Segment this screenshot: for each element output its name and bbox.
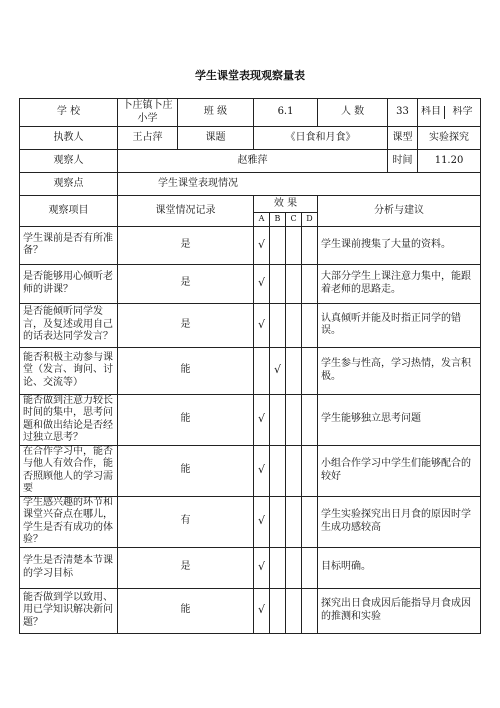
table-row [20,496,481,547]
table-row [20,547,481,588]
grade-c-cell [286,496,302,547]
grade-b-header: B [270,213,286,227]
col-item-header: 观察项目 [20,196,118,227]
row-record: 能 [118,588,254,633]
grade-d-cell [302,264,318,303]
grade-d-header: D [302,213,318,227]
row-analysis: 学生实验探究出日月食的原因时学生成功感较高 [318,496,481,547]
col-analysis-header: 分析与建议 [318,196,481,227]
grade-c-cell [286,394,302,445]
grade-b-cell [270,547,286,588]
grade-c-cell [286,445,302,496]
topic-label: 课题 [178,127,254,150]
grade-d-cell [302,547,318,588]
grade-d-cell [302,588,318,633]
grade-c-header: C [286,213,302,227]
row-analysis: 学生课前搜集了大量的资料。 [318,226,481,264]
row-item: 学生课前是否有所准备？ [20,226,118,264]
row-item: 是否能倾听同学发言，及复述或用自己的话表达同学发言？ [20,303,118,347]
observation-table [19,98,481,634]
column-header-row [20,196,481,213]
row-item: 学生是否清楚本节课的学习目标 [20,547,118,588]
type-value: 实验探究 [418,127,481,150]
grade-d-cell [302,394,318,445]
row-analysis: 探究出日食成因后能指导月食成因的推测和实验 [318,588,481,633]
grade-c-cell [286,347,302,394]
table-row [20,303,481,347]
table-row [20,394,481,445]
header-row-observer [20,150,481,173]
row-item: 能否做到学以致用、用已学知识解决新问题？ [20,588,118,633]
count-value: 33 [388,99,418,127]
page-title: 学生课堂表现观察量表 [195,69,305,82]
row-record: 是 [118,226,254,264]
check-mark-cell: √ [254,394,270,445]
grade-c-cell [286,547,302,588]
observer-label: 观察人 [20,150,118,173]
school-value: 卜庄镇卜庄小学 [118,99,178,127]
row-analysis: 目标明确。 [318,547,481,588]
point-label: 观察点 [20,173,118,196]
observer-value: 赵雅萍 [118,150,388,173]
grade-d-cell [302,303,318,347]
grade-d-cell [302,347,318,394]
grade-b-cell [270,445,286,496]
subject-value: 科学 [452,106,473,118]
check-mark-cell: √ [254,226,270,264]
table-row [20,347,481,394]
grade-a-cell [254,347,270,394]
row-record: 有 [118,496,254,547]
grade-c-cell [286,588,302,633]
table-row [20,226,481,264]
teacher-label: 执教人 [20,127,118,150]
header-row-teacher [20,127,481,150]
row-analysis: 小组合作学习中学生们能够配合的较好 [318,445,481,496]
table-row [20,588,481,633]
school-label: 学 校 [20,99,118,127]
row-item: 能否积极主动参与课堂（发言、询问、讨论、交流等） [20,347,118,394]
grade-b-cell [270,588,286,633]
grade-c-cell [286,264,302,303]
check-mark-cell: √ [254,496,270,547]
grade-b-cell [270,496,286,547]
row-item: 在合作学习中，能否与他人有效合作，能否照顾他人的学习需要 [20,445,118,496]
class-label: 班 级 [178,99,254,127]
grade-c-cell [286,303,302,347]
header-row-point [20,173,481,196]
point-value: 学生课堂表现情况 [118,173,481,196]
teacher-value: 王占萍 [118,127,178,150]
subject-subtable [418,106,480,119]
row-record: 是 [118,547,254,588]
check-mark-cell: √ [254,588,270,633]
grade-b-cell [270,303,286,347]
grade-d-cell [302,445,318,496]
row-analysis: 学生能够独立思考问题 [318,394,481,445]
subject-label: 科目 [418,106,445,119]
row-analysis: 认真倾听并能及时指正同学的错误。 [318,303,481,347]
row-analysis: 学生参与性高，学习热情，发言积极。 [318,347,481,394]
col-record-header: 课堂情况记录 [118,196,254,227]
table-row [20,445,481,496]
row-item: 是否能够用心倾听老师的讲课？ [20,264,118,303]
count-label: 人 数 [318,99,388,127]
row-item: 能否做到注意力较长时间的集中，思考问题和做出结论是否经过独立思考？ [20,394,118,445]
row-analysis: 大部分学生上课注意力集中，能跟着老师的思路走。 [318,264,481,303]
col-effect-header: 效 果 [254,196,318,213]
grade-b-cell [270,264,286,303]
row-record: 是 [118,303,254,347]
row-record: 能 [118,394,254,445]
table-row [20,264,481,303]
grade-b-cell [270,394,286,445]
topic-value: 《日食和月食》 [254,127,388,150]
time-value: 11.20 [418,150,481,173]
type-label: 课型 [388,127,418,150]
grade-a-header: A [254,213,270,227]
grade-b-cell [270,226,286,264]
grade-d-cell [302,226,318,264]
row-item: 学生感兴趣的环节和课堂兴奋点在哪儿，学生是否有成功的体验？ [20,496,118,547]
check-mark-cell: √ [254,547,270,588]
header-row-school [20,99,481,127]
subject-cell [418,99,481,127]
row-record: 是 [118,264,254,303]
check-mark-cell: √ [270,347,286,394]
class-value: 6.1 [254,99,318,127]
grade-c-cell [286,226,302,264]
row-record: 能 [118,347,254,394]
check-mark-cell: √ [254,303,270,347]
row-record: 能 [118,445,254,496]
check-mark-cell: √ [254,264,270,303]
time-label: 时间 [388,150,418,173]
grade-d-cell [302,496,318,547]
check-mark-cell: √ [254,445,270,496]
